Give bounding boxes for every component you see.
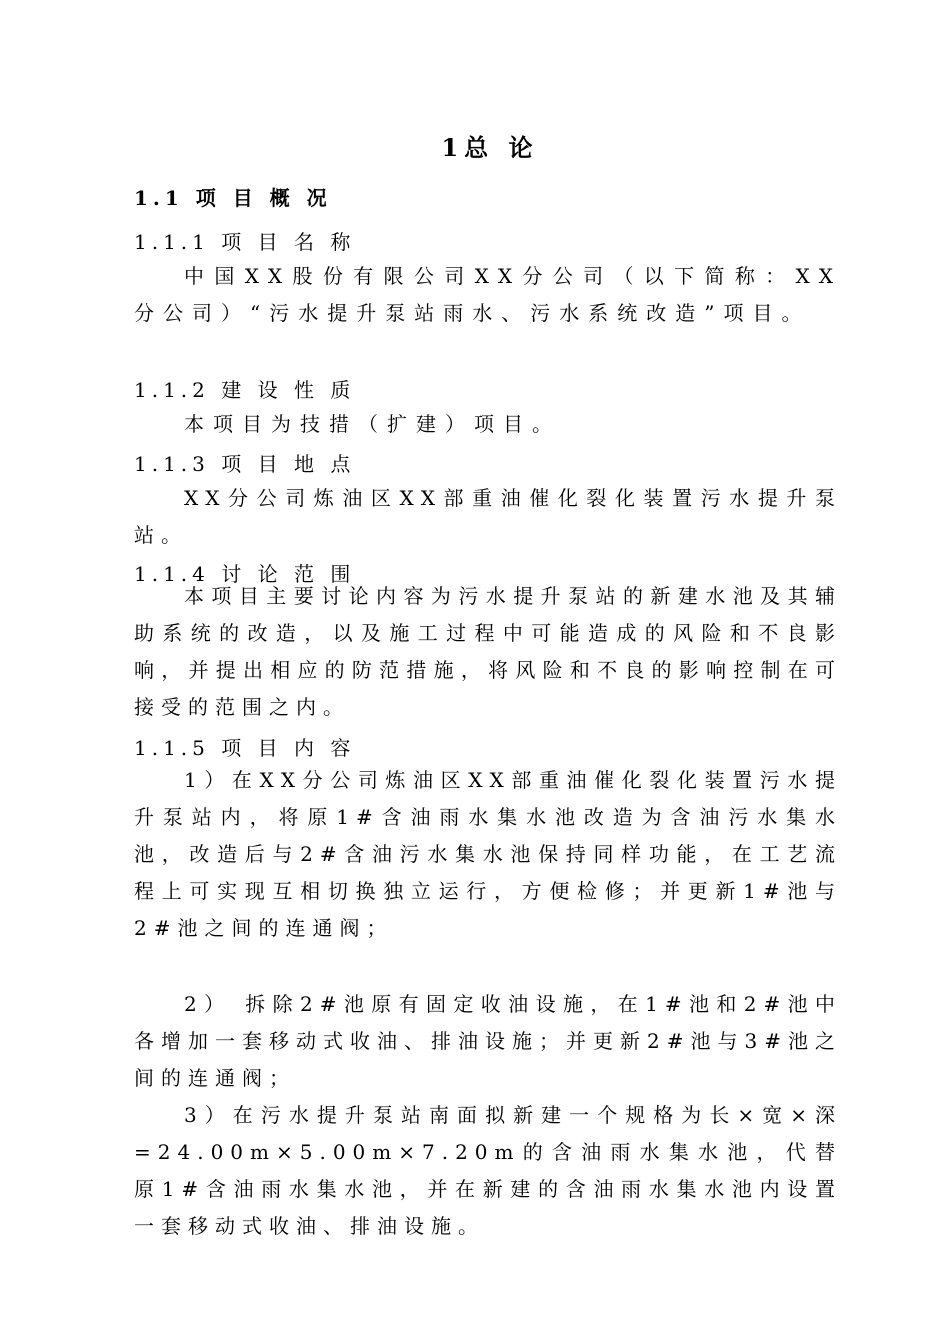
paragraph-content-item-1: 1）在XX分公司炼油区XX部重油催化裂化装置污水提升泵站内，将原1#含油雨水集水池改造为含油污水集水池，改造后与2#含油污水集水池保持同样功能，在工艺流程上可实现互相切换独立运行，方便检修；并更新1#池与2#池之间的连通阀； (134, 768, 842, 940)
subsection-heading-location: 1.1.3 项 目 地 点 (134, 452, 356, 476)
paragraph-content-item-2: 2） 拆除2#池原有固定收油设施，在1#池和2#池中各增加一套移动式收油、排油设施；并更新2#池与3#池之间的连通阀； (134, 992, 842, 1090)
paragraph-project-name: 中国XX股份有限公司XX分公司（以下简称：XX分公司）“污水提升泵站雨水、污水系统改造”项目。 (134, 264, 842, 325)
chapter-title: 1总 论 (441, 133, 539, 162)
paragraph-project-nature: 本项目为技措（扩建）项目。 (184, 412, 561, 436)
subsection-heading-nature: 1.1.2 建 设 性 质 (134, 378, 356, 402)
subsection-heading-scope: 1.1.4 讨 论 范 围 (134, 562, 356, 586)
section-heading: 1.1 项 目 概 况 (134, 186, 332, 210)
paragraph-project-location: XX分公司炼油区XX部重油催化裂化装置污水提升泵站。 (134, 486, 842, 547)
paragraph-content-item-3: 3）在污水提升泵站南面拟新建一个规格为长×宽×深=24.00m×5.00m×7.20m的含油雨水集水池，代替原1#含油雨水集水池，并在新建的含油雨水集水池内设置一套移动式收油、排油设施。 (134, 1103, 842, 1238)
subsection-heading-content: 1.1.5 项 目 内 容 (134, 736, 356, 760)
subsection-heading-name: 1.1.1 项 目 名 称 (134, 230, 356, 254)
paragraph-project-scope: 本项目主要讨论内容为污水提升泵站的新建水池及其辅助系统的改造，以及施工过程中可能造成的风险和不良影响，并提出相应的防范措施，将风险和不良的影响控制在可接受的范围之内。 (134, 584, 842, 719)
